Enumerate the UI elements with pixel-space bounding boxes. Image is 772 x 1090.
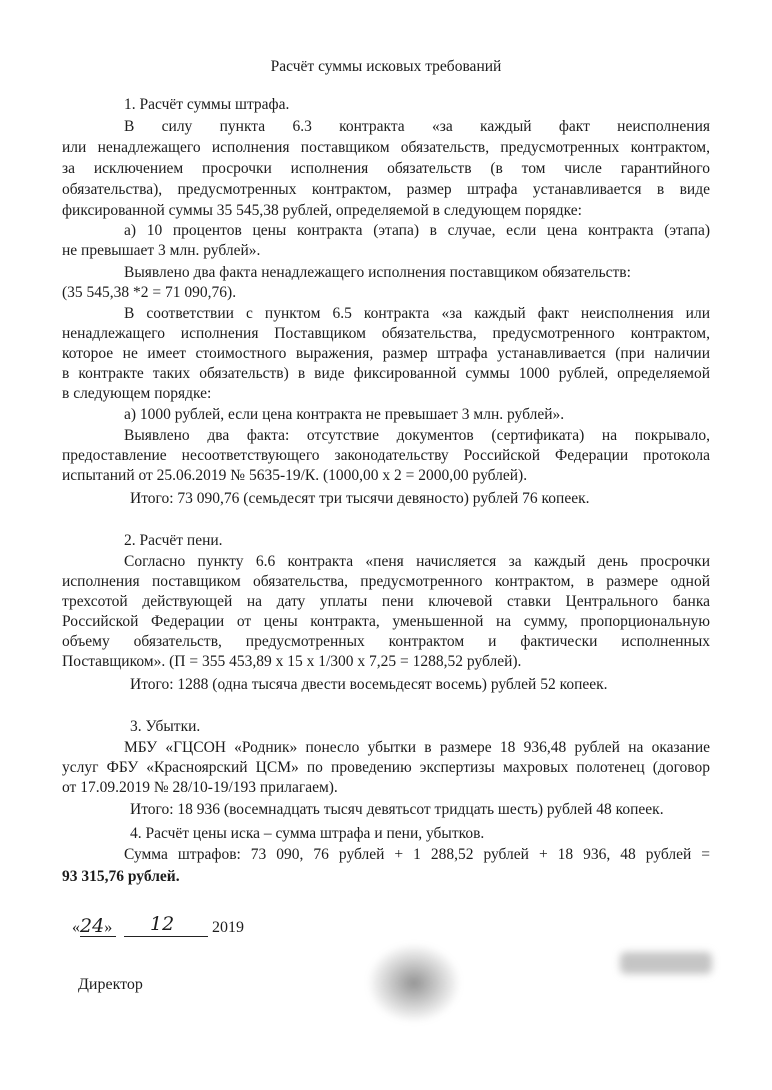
paragraph-line: от 17.09.2019 № 28/10-19/193 прилагаем).	[62, 779, 338, 796]
paragraph-line: или ненадлежащего исполнения поставщиком обязательств, предусмотренных контрактом,	[62, 139, 710, 156]
claim-total-amount: 93 315,76 рублей.	[62, 868, 180, 885]
paragraph-line: в контракте таких обязательств) в виде фиксированной суммы 1000 рублей, определяемой	[62, 365, 710, 382]
paragraph-line: исполнения поставщиком обязательства, предусмотренного контрактом, в размере одной	[62, 573, 710, 590]
paragraph-line: предоставление несоответствующего законодательству Российской Федерации протокола	[62, 447, 710, 464]
paragraph-line: а) 10 процентов цены контракта (этапа) в случае, если цена контракта (этапа)	[124, 222, 710, 239]
paragraph-line: а) 1000 рублей, если цена контракта не превышает 3 млн. рублей».	[124, 406, 565, 423]
date-day-handwritten: 24	[80, 915, 105, 937]
document-title: Расчёт суммы исковых требований	[270, 58, 502, 75]
paragraph-line: испытаний от 25.06.2019 № 5635-19/К. (1000,00 х 2 = 2000,00 рублей).	[62, 467, 528, 484]
paragraph-line: Поставщиком». (П = 355 453,89 х 15 х 1/300 х 7,25 = 1288,52 рублей).	[62, 653, 522, 670]
paragraph-line: трехсотой действующей на дату уплаты пени ключевой ставки Центрального банка	[62, 593, 710, 610]
section-3-total: Итого: 18 936 (восемнадцать тысяч девятьсот тридцать шесть) рублей 48 копеек.	[130, 801, 664, 818]
paragraph-line: фиксированной суммы 35 545,38 рублей, определяемой в следующем порядке:	[62, 202, 582, 219]
section-2-total: Итого: 1288 (одна тысяча двести восемьдесят восемь) рублей 52 копеек.	[130, 676, 608, 693]
paragraph-line: не превышает 3 млн. рублей».	[62, 242, 261, 259]
paragraph-line: в следующем порядке:	[62, 385, 212, 402]
paragraph-line: услуг ФБУ «Красноярский ЦСМ» по проведению экспертизы махровых полотенец (договор	[62, 759, 710, 776]
paragraph-line: Российской Федерации от цены контракта, уменьшенной на сумму, пропорциональную	[62, 613, 710, 630]
paragraph-line: объему обязательств, предусмотренных контрактом и фактически исполненных	[62, 633, 710, 650]
section-1-total: Итого: 73 090,76 (семьдесят три тысячи девяносто) рублей 76 копеек.	[130, 490, 590, 507]
paragraph-line: Выявлено два факта ненадлежащего исполнения поставщиком обязательств:	[124, 264, 631, 281]
paragraph-line: (35 545,38 *2 = 71 090,76).	[62, 284, 237, 301]
paragraph-line: В силу пункта 6.3 контракта «за каждый факт неисполнения	[124, 118, 710, 135]
date-day-underline	[80, 936, 116, 937]
date-open-quote: «	[72, 919, 80, 936]
paragraph-line: за исключением просрочки исполнения обязательств (в том числе гарантийного	[62, 160, 710, 177]
section-3-heading: 3. Убытки.	[130, 718, 201, 735]
date-year: 2019	[212, 919, 244, 936]
paragraph-line: Сумма штрафов: 73 090, 76 рублей + 1 288,52 рублей + 18 936, 48 рублей =	[124, 846, 710, 863]
date-month-handwritten: 12	[150, 913, 175, 935]
blurred-signature	[368, 944, 460, 1022]
director-label: Директор	[78, 976, 143, 993]
blurred-name	[620, 952, 712, 974]
paragraph-line: ненадлежащего исполнения Поставщиком обязательства, предусмотренного контрактом,	[62, 325, 710, 342]
paragraph-line: Согласно пункту 6.6 контракта «пеня начисляется за каждый день просрочки	[124, 553, 710, 570]
signature-date	[72, 915, 112, 937]
paragraph-line: обязательства), предусмотренных контрактом, размер штрафа устанавливается в виде	[62, 181, 710, 198]
paragraph-line: которое не имеет стоимостного выражения, размер штрафа устанавливается (при наличии	[62, 345, 710, 362]
paragraph-line: Выявлено два факта: отсутствие документов (сертификата) на покрывало,	[124, 427, 710, 444]
paragraph-line: МБУ «ГЦСОН «Родник» понесло убытки в размере 18 936,48 рублей на оказание	[124, 739, 710, 756]
section-1-heading: 1. Расчёт суммы штрафа.	[124, 96, 290, 113]
date-close-quote: »	[104, 919, 113, 936]
section-2-heading: 2. Расчёт пени.	[124, 532, 223, 549]
date-month-underline	[124, 936, 208, 937]
paragraph-line: В соответствии с пунктом 6.5 контракта «за каждый факт неисполнения или	[124, 305, 710, 322]
section-4-heading: 4. Расчёт цены иска – сумма штрафа и пени, убытков.	[130, 825, 485, 842]
